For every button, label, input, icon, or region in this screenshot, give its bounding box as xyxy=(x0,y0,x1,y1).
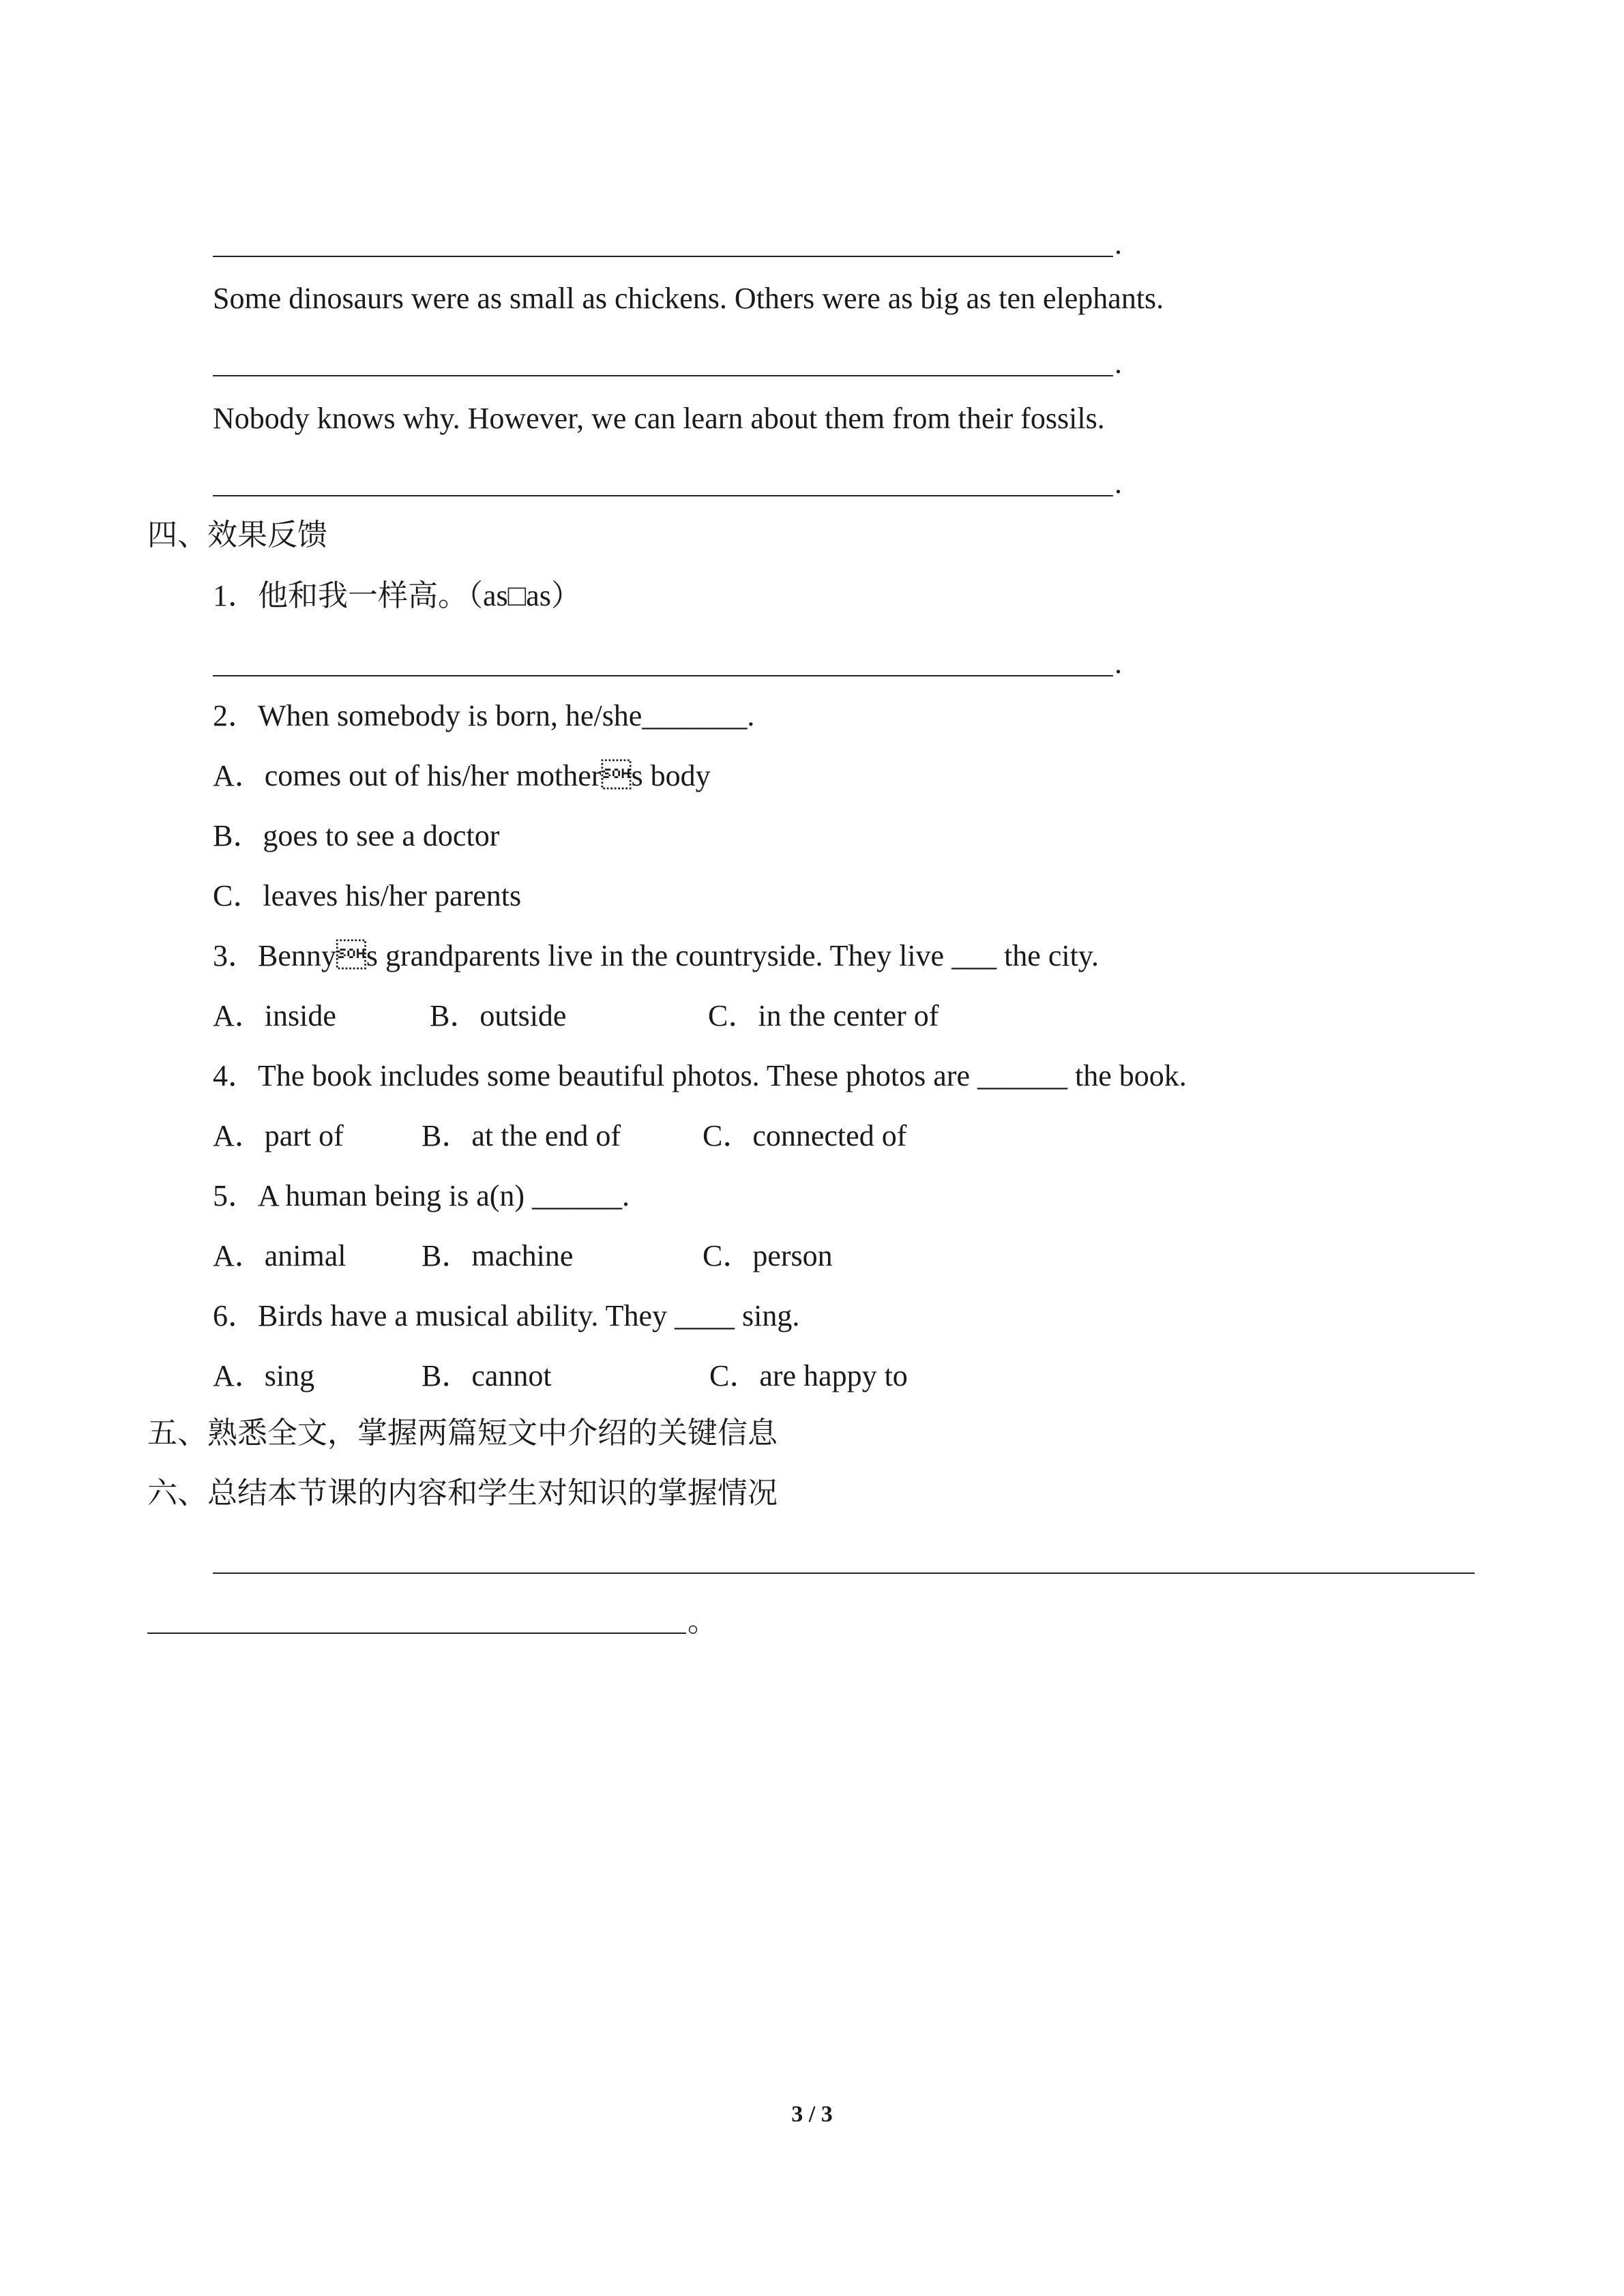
summary-end-mark: 。 xyxy=(688,1605,718,1638)
reading-sentence: Some dinosaurs were as small as chickens. Others were as big as ten elephants. xyxy=(213,282,1164,315)
reading-sentence: Nobody knows why. However, we can learn about them from their fossils. xyxy=(213,402,1105,435)
question-3: 3．Bennys grandparents live in the countryside. They live ___ the city. xyxy=(213,939,1099,972)
option-c[interactable]: C．are happy to xyxy=(709,1359,908,1392)
option-b[interactable]: B．goes to see a doctor xyxy=(213,819,500,852)
question-4: 4．The book includes some beautiful photos. These photos are ______ the book. xyxy=(213,1059,1187,1092)
blank-period: . xyxy=(1114,646,1122,680)
option-a[interactable]: A．sing xyxy=(213,1359,315,1392)
answer-blank[interactable] xyxy=(213,375,1113,376)
section-heading: 四、效果反馈 xyxy=(147,518,327,552)
option-c[interactable]: C．person xyxy=(703,1239,833,1272)
answer-blank[interactable] xyxy=(213,256,1113,257)
option-a[interactable]: A．part of xyxy=(213,1119,344,1152)
page-number: 3 / 3 xyxy=(791,2102,833,2127)
blank-period: . xyxy=(1114,227,1122,260)
option-a[interactable]: A．inside xyxy=(213,999,336,1032)
answer-blank[interactable] xyxy=(213,495,1113,496)
summary-blank[interactable] xyxy=(213,1572,1475,1574)
option-b[interactable]: B．machine xyxy=(422,1239,574,1272)
question-2: 2．When somebody is born, he/she_______. xyxy=(213,699,755,732)
question-6: 6．Birds have a musical ability. They ____ sing. xyxy=(213,1299,800,1332)
summary-blank[interactable] xyxy=(147,1632,686,1634)
blank-period: . xyxy=(1114,346,1122,380)
option-a[interactable]: A．animal xyxy=(213,1239,346,1272)
section-heading: 六、总结本节课的内容和学生对知识的掌握情况 xyxy=(147,1476,778,1510)
option-b[interactable]: B．outside xyxy=(430,999,567,1032)
option-b[interactable]: B．cannot xyxy=(422,1359,552,1392)
question-5: 5．A human being is a(n) ______. xyxy=(213,1179,630,1212)
question-1: 1．他和我一样高。（as□as） xyxy=(213,579,581,612)
blank-period: . xyxy=(1114,466,1122,500)
option-c[interactable]: C．leaves his/her parents xyxy=(213,879,522,912)
option-a[interactable]: A．comes out of his/her mothers body xyxy=(213,759,711,792)
option-c[interactable]: C．in the center of xyxy=(708,999,939,1032)
section-heading: 五、熟悉全文，掌握两篇短文中介绍的关键信息 xyxy=(147,1416,778,1450)
option-b[interactable]: B．at the end of xyxy=(422,1119,621,1152)
option-c[interactable]: C．connected of xyxy=(703,1119,907,1152)
answer-blank[interactable] xyxy=(213,675,1113,676)
